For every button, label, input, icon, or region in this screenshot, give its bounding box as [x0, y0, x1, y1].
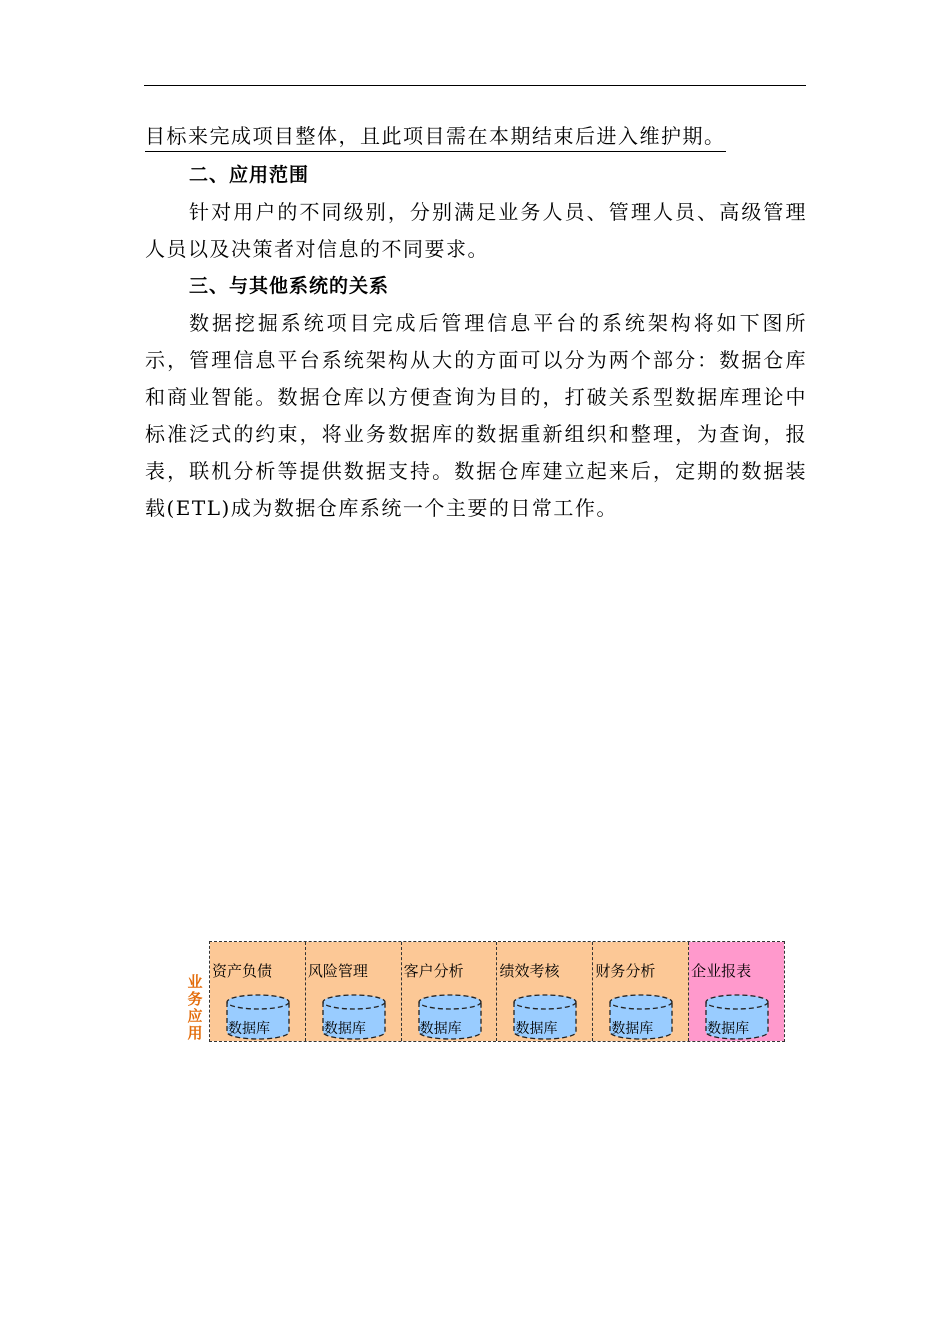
module-box: [210, 942, 306, 1041]
architecture-diagram: [180, 938, 790, 1048]
database-icon: [513, 994, 577, 1040]
module-label: 绩效考核: [499, 962, 560, 980]
database-icon: [418, 994, 482, 1040]
module-label: 财务分析: [595, 962, 656, 980]
header-rule: [144, 85, 806, 86]
database-icon: [322, 994, 386, 1040]
database-label: 数据库: [228, 1021, 270, 1037]
database-icon: [226, 994, 290, 1040]
database-icon: [705, 994, 769, 1040]
section-heading-scope: 二、应用范围: [189, 164, 310, 186]
database-label: 数据库: [707, 1021, 750, 1037]
module-box: [497, 942, 593, 1041]
module-label: 资产负债: [212, 962, 273, 980]
module-box: [593, 942, 689, 1041]
database-label: 数据库: [323, 1021, 366, 1037]
module-box: [689, 942, 784, 1041]
module-box: [402, 942, 498, 1041]
paragraph-scope: 针对用户的不同级别，分别满足业务人员、管理人员、高级管理人员以及决策者对信息的不同要求。: [145, 200, 807, 261]
section-heading-relations: 三、与其他系统的关系: [189, 275, 390, 297]
document-body: [145, 118, 807, 527]
module-label: 企业报表: [691, 962, 752, 980]
database-label: 数据库: [419, 1021, 462, 1037]
paragraph-relations: 数据挖掘系统项目完成后管理信息平台的系统架构将如下图所示，管理信息平台系统架构从大的方面可以分为两个部分：数据仓库和商业智能。数据仓库以方便查询为目的，打破关系型数据库理论中标准泛式的约束，将业务数据库的数据重新组织和整理，为查询，报表，联机分析等提供数据支持。数据仓库建立起来后，定期的数据装载(ETL)成为数据仓库系统一个主要的日常工作。: [145, 311, 807, 520]
module-label: 客户分析: [403, 962, 464, 980]
modules-row: [209, 941, 785, 1042]
continuation-line: 目标来完成项目整体，且此项目需在本期结束后进入维护期。: [145, 121, 726, 152]
module-label: 风险管理: [307, 962, 368, 980]
database-label: 数据库: [611, 1021, 654, 1037]
database-label: 数据库: [515, 1021, 558, 1037]
business-apps-label: 业务应用: [187, 973, 203, 1042]
module-box: [306, 942, 402, 1041]
database-icon: [609, 994, 673, 1040]
